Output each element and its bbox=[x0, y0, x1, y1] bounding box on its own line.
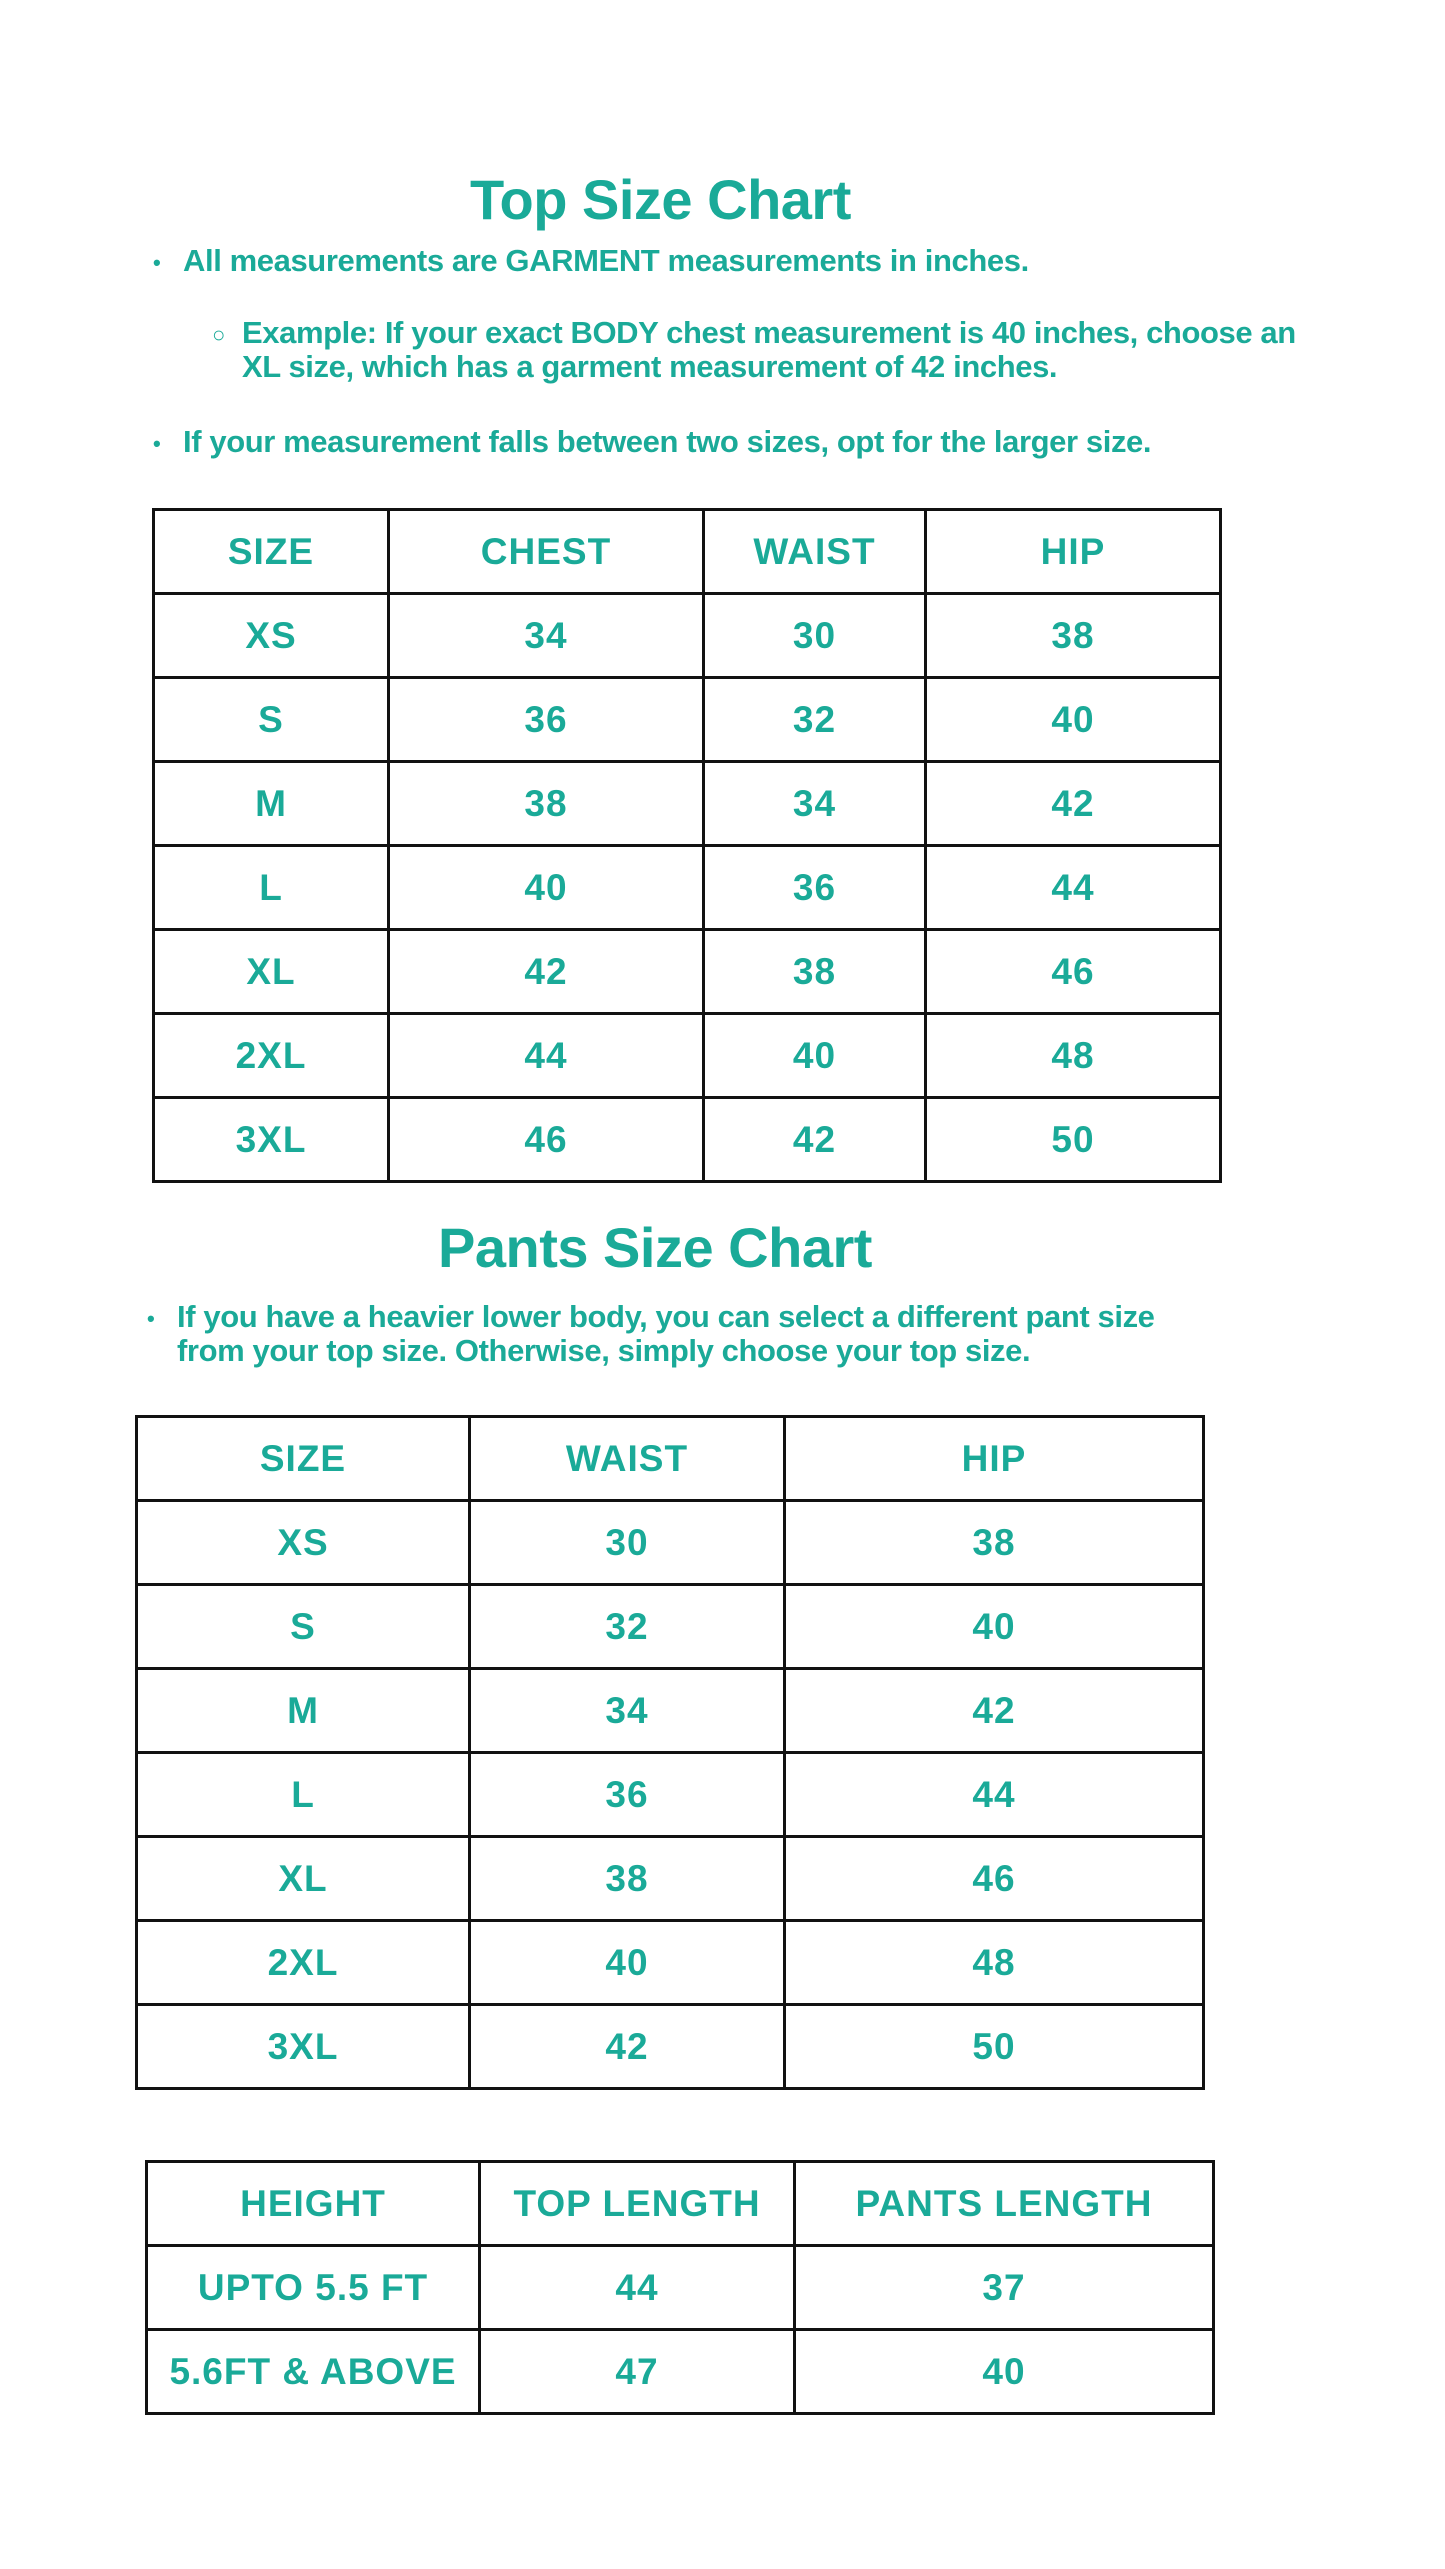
bullet-icon: • bbox=[147, 1305, 155, 1331]
cell-size: M bbox=[137, 1669, 470, 1753]
cell-waist: 40 bbox=[704, 1014, 926, 1098]
table-row bbox=[137, 1501, 1204, 1585]
cell-size: 2XL bbox=[137, 1921, 470, 2005]
cell-chest: 46 bbox=[389, 1098, 704, 1182]
cell-size: L bbox=[137, 1753, 470, 1837]
column-header-hip: HIP bbox=[926, 510, 1221, 594]
cell-size: L bbox=[154, 846, 389, 930]
table-row bbox=[147, 2246, 1214, 2330]
table-row bbox=[154, 678, 1221, 762]
table-row bbox=[154, 846, 1221, 930]
cell-hip: 46 bbox=[926, 930, 1221, 1014]
cell-hip: 40 bbox=[926, 678, 1221, 762]
column-header-size: SIZE bbox=[154, 510, 389, 594]
cell-waist: 38 bbox=[470, 1837, 785, 1921]
column-header-height: HEIGHT bbox=[147, 2162, 480, 2246]
column-header-size: SIZE bbox=[137, 1417, 470, 1501]
cell-pants-length: 37 bbox=[795, 2246, 1214, 2330]
table-row bbox=[154, 1014, 1221, 1098]
cell-chest: 42 bbox=[389, 930, 704, 1014]
top-size-table bbox=[152, 508, 1222, 1183]
cell-waist: 32 bbox=[470, 1585, 785, 1669]
column-header-pants-length: PANTS LENGTH bbox=[795, 2162, 1214, 2246]
column-header-hip: HIP bbox=[785, 1417, 1204, 1501]
pants-note: • If you have a heavier lower body, you can select a different pant size from your top size. Otherwise, simply choose your top size. bbox=[147, 1299, 1155, 1369]
bullet-icon: • bbox=[153, 430, 161, 456]
cell-waist: 34 bbox=[704, 762, 926, 846]
cell-hip: 48 bbox=[785, 1921, 1204, 2005]
cell-size: XL bbox=[137, 1837, 470, 1921]
cell-hip: 46 bbox=[785, 1837, 1204, 1921]
cell-size: XS bbox=[154, 594, 389, 678]
cell-chest: 36 bbox=[389, 678, 704, 762]
cell-waist: 36 bbox=[704, 846, 926, 930]
table-row bbox=[137, 1753, 1204, 1837]
cell-size: S bbox=[154, 678, 389, 762]
top-note-garment: • All measurements are GARMENT measurements in inches. bbox=[153, 243, 1029, 278]
table-row bbox=[137, 1837, 1204, 1921]
cell-chest: 40 bbox=[389, 846, 704, 930]
cell-size: S bbox=[137, 1585, 470, 1669]
cell-top-length: 44 bbox=[480, 2246, 795, 2330]
table-header-row bbox=[154, 510, 1221, 594]
cell-chest: 38 bbox=[389, 762, 704, 846]
table-row bbox=[154, 1098, 1221, 1182]
top-note-example: ○ Example: If your exact BODY chest measurement is 40 inches, choose an XL size, which has a garment measurement of 42 inches. bbox=[212, 315, 1296, 385]
table-row bbox=[137, 1921, 1204, 2005]
cell-hip: 50 bbox=[785, 2005, 1204, 2089]
column-header-top-length: TOP LENGTH bbox=[480, 2162, 795, 2246]
cell-waist: 38 bbox=[704, 930, 926, 1014]
cell-waist: 34 bbox=[470, 1669, 785, 1753]
cell-waist: 40 bbox=[470, 1921, 785, 2005]
column-header-waist: WAIST bbox=[470, 1417, 785, 1501]
cell-size: M bbox=[154, 762, 389, 846]
cell-waist: 36 bbox=[470, 1753, 785, 1837]
cell-size: XL bbox=[154, 930, 389, 1014]
table-row bbox=[137, 1585, 1204, 1669]
cell-hip: 42 bbox=[926, 762, 1221, 846]
cell-waist: 30 bbox=[704, 594, 926, 678]
top-note-between-sizes: • If your measurement falls between two sizes, opt for the larger size. bbox=[153, 424, 1152, 459]
cell-size: 3XL bbox=[154, 1098, 389, 1182]
hollow-bullet-icon: ○ bbox=[212, 321, 225, 347]
cell-waist: 32 bbox=[704, 678, 926, 762]
bullet-icon: • bbox=[153, 249, 161, 275]
pants-size-table bbox=[135, 1415, 1205, 2090]
cell-hip: 38 bbox=[785, 1501, 1204, 1585]
table-row bbox=[154, 594, 1221, 678]
cell-size: XS bbox=[137, 1501, 470, 1585]
cell-hip: 40 bbox=[785, 1585, 1204, 1669]
cell-height: 5.6FT & ABOVE bbox=[147, 2330, 480, 2414]
length-table bbox=[145, 2160, 1215, 2415]
table-row bbox=[147, 2330, 1214, 2414]
cell-height: UPTO 5.5 FT bbox=[147, 2246, 480, 2330]
cell-hip: 50 bbox=[926, 1098, 1221, 1182]
column-header-waist: WAIST bbox=[704, 510, 926, 594]
table-header-row bbox=[137, 1417, 1204, 1501]
cell-hip: 38 bbox=[926, 594, 1221, 678]
top-size-chart-title: Top Size Chart bbox=[470, 168, 851, 231]
table-row bbox=[137, 1669, 1204, 1753]
cell-top-length: 47 bbox=[480, 2330, 795, 2414]
table-header-row bbox=[147, 2162, 1214, 2246]
cell-pants-length: 40 bbox=[795, 2330, 1214, 2414]
cell-size: 2XL bbox=[154, 1014, 389, 1098]
cell-waist: 42 bbox=[470, 2005, 785, 2089]
cell-chest: 44 bbox=[389, 1014, 704, 1098]
cell-hip: 48 bbox=[926, 1014, 1221, 1098]
column-header-chest: CHEST bbox=[389, 510, 704, 594]
table-row bbox=[154, 930, 1221, 1014]
cell-chest: 34 bbox=[389, 594, 704, 678]
cell-hip: 42 bbox=[785, 1669, 1204, 1753]
cell-waist: 30 bbox=[470, 1501, 785, 1585]
table-row bbox=[154, 762, 1221, 846]
table-row bbox=[137, 2005, 1204, 2089]
cell-hip: 44 bbox=[926, 846, 1221, 930]
cell-hip: 44 bbox=[785, 1753, 1204, 1837]
pants-size-chart-title: Pants Size Chart bbox=[438, 1216, 872, 1279]
cell-waist: 42 bbox=[704, 1098, 926, 1182]
cell-size: 3XL bbox=[137, 2005, 470, 2089]
